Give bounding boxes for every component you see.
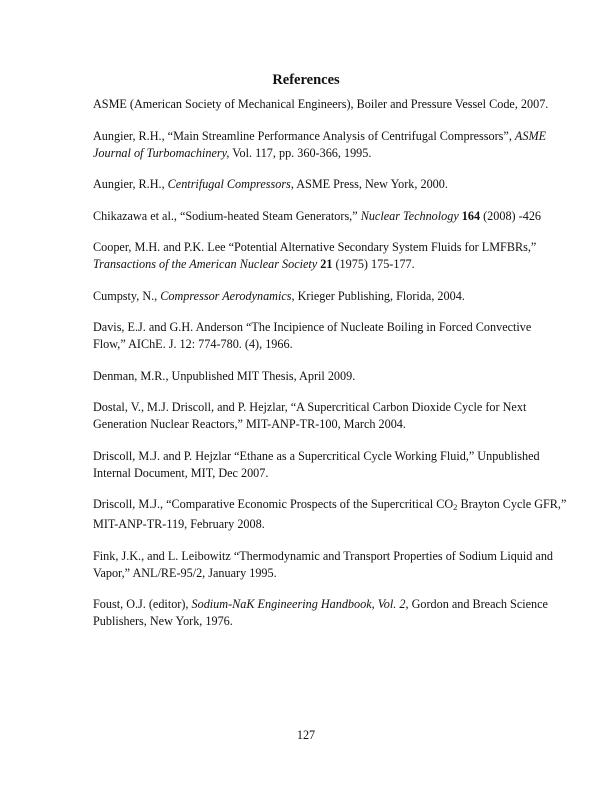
reference-line <box>93 176 533 193</box>
reference-text: Cumpsty, N., <box>93 288 161 303</box>
reference-line <box>93 496 567 516</box>
reference-text: Driscoll, M.J., “Comparative Economic Prospects of the Supercritical CO <box>93 497 454 511</box>
italic-text: Nuclear Technology <box>360 208 459 223</box>
reference-text: ASME (American Society of Mechanical Engineers), Boiler and Pressure Vessel Code, 2007. <box>93 97 549 111</box>
reference-line <box>93 288 533 305</box>
reference-line <box>93 565 533 582</box>
reference-line <box>93 319 533 336</box>
reference-line <box>93 548 554 565</box>
page-title: References <box>272 72 340 88</box>
reference-line <box>93 256 533 273</box>
reference-text: Vapor,” ANL/RE-95/2, January 1995. <box>93 565 277 580</box>
reference-text: Fink, J.K., and L. Leibowitz “Thermodynamic and Transport Properties of Sodium Liquid and <box>93 548 554 563</box>
reference-text: Foust, O.J. (editor), <box>93 597 192 611</box>
reference-entry <box>93 288 533 305</box>
reference-text: MIT-ANP-TR-119, February 2008. <box>93 517 265 531</box>
italic-text: ASME <box>514 128 547 143</box>
reference-text: Brayton Cycle GFR,” <box>457 497 567 511</box>
italic-text: Compressor Aerodynamics <box>160 288 292 303</box>
reference-line <box>93 96 549 113</box>
reference-text: Denman, M.R., Unpublished MIT Thesis, April 2009. <box>93 368 356 383</box>
reference-line <box>93 128 547 145</box>
reference-line <box>93 336 533 353</box>
reference-entry <box>93 368 533 385</box>
reference-text: Vol. 117, pp. 360-366, 1995. <box>229 145 372 160</box>
reference-line <box>93 416 533 433</box>
reference-entry <box>93 596 548 630</box>
italic-text: Centrifugal Compressors <box>167 177 291 191</box>
reference-text: , ASME Press, New York, 2000. <box>290 177 448 191</box>
reference-text: Chikazawa et al., “Sodium-heated Steam Generators,” <box>93 208 361 223</box>
reference-entry <box>93 96 549 113</box>
reference-entry <box>93 176 533 193</box>
reference-text: , Krieger Publishing, Florida, 2004. <box>291 288 465 303</box>
reference-text: (2008) -426 <box>480 208 542 223</box>
reference-line <box>93 516 533 533</box>
reference-list <box>93 96 567 645</box>
bold-text: 21 <box>317 257 333 271</box>
reference-text: Generation Nuclear Reactors,” MIT-ANP-TR-100, March 2004. <box>93 417 406 431</box>
subscript-text: 2 <box>453 502 458 512</box>
reference-text: Internal Document, MIT, Dec 2007. <box>93 465 269 480</box>
reference-line <box>93 613 533 630</box>
reference-line <box>93 239 537 256</box>
reference-entry <box>93 208 542 225</box>
page-number: 127 <box>296 728 316 742</box>
reference-entry <box>93 239 537 273</box>
reference-text: Aungier, R.H., <box>93 177 168 191</box>
reference-line <box>93 465 533 482</box>
reference-line <box>93 208 542 225</box>
reference-entry <box>93 319 533 353</box>
reference-entry <box>93 399 533 433</box>
italic-text: Journal of Turbomachinery, <box>93 145 230 160</box>
reference-text: Davis, E.J. and G.H. Anderson “The Incipience of Nucleate Boiling in Forced Convective <box>93 320 532 334</box>
reference-text: Dostal, V., M.J. Driscoll, and P. Hejzlar, “A Supercritical Carbon Dioxide Cycle for Next <box>93 400 527 414</box>
reference-line <box>93 596 548 613</box>
reference-line <box>93 448 540 465</box>
bold-text: 164 <box>458 208 481 223</box>
reference-text: Aungier, R.H., “Main Streamline Performance Analysis of Centrifugal Compressors”, <box>93 128 515 143</box>
reference-line <box>93 368 533 385</box>
reference-entry <box>93 128 547 162</box>
reference-text: , Gordon and Breach Science <box>405 597 548 611</box>
reference-text: (1975) 175-177. <box>332 257 415 271</box>
reference-line <box>93 145 533 162</box>
italic-text: Transactions of the American Nuclear Society <box>93 257 318 271</box>
reference-line <box>93 399 533 416</box>
reference-text: Cooper, M.H. and P.K. Lee “Potential Alternative Secondary System Fluids for LMFBRs,” <box>93 240 537 254</box>
reference-text: Driscoll, M.J. and P. Hejzlar “Ethane as a Supercritical Cycle Working Fluid,” Unpublished <box>93 448 540 463</box>
reference-text: Publishers, New York, 1976. <box>93 614 233 628</box>
reference-entry <box>93 496 567 533</box>
italic-text: Sodium-NaK Engineering Handbook, Vol. 2 <box>191 597 406 611</box>
reference-entry <box>93 448 540 482</box>
reference-entry <box>93 548 554 582</box>
reference-text: Flow,” AIChE. J. 12: 774-780. (4), 1966. <box>93 337 293 351</box>
